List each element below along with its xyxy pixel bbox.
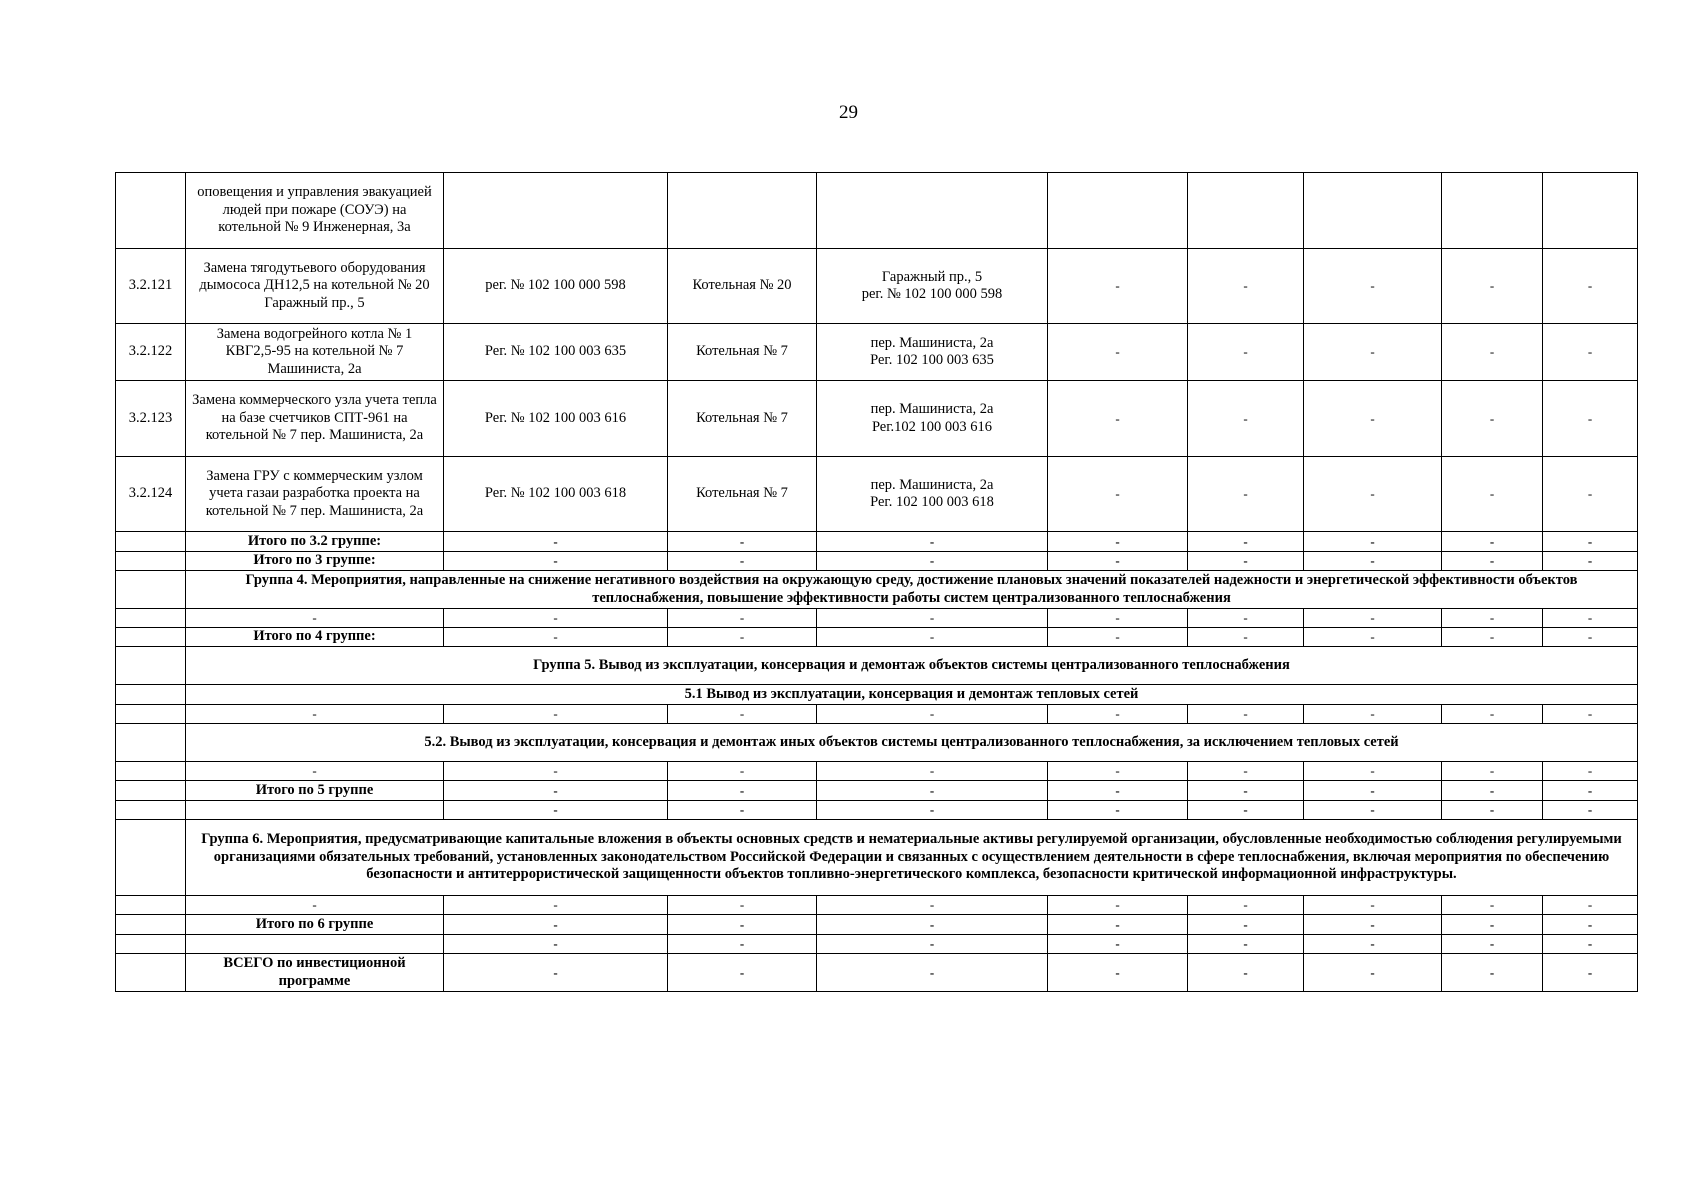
value-cell: - (1442, 762, 1543, 781)
value-cell: - (1188, 935, 1304, 954)
value-cell: - (444, 609, 668, 628)
value-cell: - (1304, 532, 1442, 552)
value-cell: - (1048, 705, 1188, 724)
subgroup-5-1-title: 5.1 Вывод из эксплуатации, консервация и демонтаж тепловых сетей (186, 685, 1638, 705)
row-number-cell (116, 173, 186, 249)
cell (186, 801, 444, 820)
value-cell: - (1543, 457, 1638, 532)
value-cell: - (1304, 628, 1442, 647)
value-cell: - (1048, 915, 1188, 935)
value-cell: - (1188, 249, 1304, 324)
cell (116, 896, 186, 915)
table-row (116, 609, 1638, 628)
value-cell: - (1188, 628, 1304, 647)
description-cell: Замена ГРУ с коммерческим узлом учета газаи разработка проекта на котельной № 7 пер. Машиниста, 2а (186, 457, 444, 532)
value-cell: - (1442, 324, 1543, 381)
value-cell: - (668, 935, 817, 954)
table-row (116, 896, 1638, 915)
value-cell: - (1442, 705, 1543, 724)
value-cell: - (1442, 609, 1543, 628)
value-cell: - (1543, 801, 1638, 820)
value-cell: - (817, 915, 1048, 935)
value-cell: - (1543, 609, 1638, 628)
value-cell: - (668, 532, 817, 552)
boiler-house-cell: Котельная № 20 (668, 249, 817, 324)
value-cell: - (1442, 381, 1543, 457)
value-cell: - (1304, 935, 1442, 954)
address-line: Гаражный пр., 5 (881, 268, 983, 285)
subtotal-label: Итого по 5 группе (186, 781, 444, 801)
value-cell: - (1304, 609, 1442, 628)
value-cell: - (1188, 457, 1304, 532)
value-cell: - (1188, 915, 1304, 935)
grand-total-label: ВСЕГО по инвестиционной программе (186, 954, 444, 992)
subtotal-row (116, 915, 1638, 935)
address-reg-line: Рег. 102 100 003 635 (870, 352, 994, 368)
address-reg-line: Рег.102 100 003 616 (871, 418, 993, 435)
subgroup-header-row (116, 724, 1638, 762)
value-cell: - (817, 954, 1048, 992)
cell (1543, 173, 1638, 249)
cell (116, 935, 186, 954)
cell (1188, 173, 1304, 249)
value-cell: - (1188, 532, 1304, 552)
value-cell: - (668, 762, 817, 781)
value-cell: - (817, 801, 1048, 820)
value-cell: - (1543, 781, 1638, 801)
cell (817, 173, 1048, 249)
value-cell: - (444, 781, 668, 801)
value-cell: - (1304, 762, 1442, 781)
subtotal-row (116, 628, 1638, 647)
value-cell: - (1543, 915, 1638, 935)
value-cell: - (817, 762, 1048, 781)
value-cell: - (1442, 552, 1543, 571)
subtotal-label: Итого по 3.2 группе: (186, 532, 444, 552)
cell (1442, 173, 1543, 249)
value-cell: - (1048, 457, 1188, 532)
value-cell: - (444, 532, 668, 552)
cell (116, 915, 186, 935)
group-header-row (116, 647, 1638, 685)
value-cell: - (444, 801, 668, 820)
value-cell: - (1188, 801, 1304, 820)
boiler-house-cell: Котельная № 7 (668, 381, 817, 457)
value-cell: - (1543, 762, 1638, 781)
cell (116, 820, 186, 896)
address-cell (817, 249, 1048, 324)
value-cell: - (444, 935, 668, 954)
value-cell: - (1188, 609, 1304, 628)
value-cell: - (1048, 552, 1188, 571)
table-row (116, 457, 1638, 532)
value-cell: - (1188, 954, 1304, 992)
description-cell: Замена водогрейного котла № 1 КВГ2,5-95 на котельной № 7 Машиниста, 2а (186, 324, 444, 381)
value-cell: - (1048, 628, 1188, 647)
value-cell: - (1442, 935, 1543, 954)
subtotal-row (116, 532, 1638, 552)
cell (116, 781, 186, 801)
value-cell: - (1543, 381, 1638, 457)
value-cell: - (1442, 896, 1543, 915)
value-cell: - (1543, 935, 1638, 954)
group-6-title: Группа 6. Мероприятия, предусматривающие капитальные вложения в объекты основных средств и нематериальные активы регулируемой организации, обусловленные необходимостью соблюдения регулируемыми организациями обязательных требований, установленных законодательством Российской Федерации и связанных с осуществлением деятельности в сфере теплоснабжения, включая мероприятия по обеспечению безопасности и антитеррористической защищенности объектов топливно-энергетического комплекса, безопасности критической информационной инфраструктуры. (186, 820, 1638, 896)
group-header-row (116, 571, 1638, 609)
value-cell: - (1304, 381, 1442, 457)
value-cell: - (817, 705, 1048, 724)
address-cell (817, 381, 1048, 457)
value-cell: - (817, 781, 1048, 801)
cell (444, 173, 668, 249)
value-cell: - (668, 552, 817, 571)
registration-cell: рег. № 102 100 000 598 (444, 249, 668, 324)
value-cell: - (444, 628, 668, 647)
value-cell: - (1304, 781, 1442, 801)
value-cell: - (1048, 532, 1188, 552)
address-cell (817, 324, 1048, 381)
cell (116, 609, 186, 628)
value-cell: - (444, 915, 668, 935)
address-cell (817, 457, 1048, 532)
value-cell: - (1188, 781, 1304, 801)
value-cell: - (1543, 896, 1638, 915)
value-cell: - (668, 705, 817, 724)
value-cell: - (817, 552, 1048, 571)
value-cell: - (1442, 532, 1543, 552)
registration-cell: Рег. № 102 100 003 618 (444, 457, 668, 532)
value-cell: - (444, 896, 668, 915)
subtotal-label: Итого по 6 группе (186, 915, 444, 935)
subgroup-header-row (116, 685, 1638, 705)
value-cell: - (1442, 457, 1543, 532)
value-cell: - (1543, 552, 1638, 571)
value-cell: - (1304, 954, 1442, 992)
address-reg-line: Рег. 102 100 003 618 (870, 494, 994, 510)
value-cell: - (444, 705, 668, 724)
cell (116, 532, 186, 552)
row-number-cell: 3.2.123 (116, 381, 186, 457)
value-cell: - (668, 628, 817, 647)
value-cell: - (1304, 552, 1442, 571)
value-cell: - (1188, 705, 1304, 724)
cell (668, 173, 817, 249)
value-cell: - (1188, 381, 1304, 457)
value-cell: - (668, 896, 817, 915)
investment-program-table (115, 172, 1638, 992)
value-cell: - (1304, 896, 1442, 915)
subgroup-5-2-title: 5.2. Вывод из эксплуатации, консервация и демонтаж иных объектов системы централизованного теплоснабжения, за исключением тепловых сетей (186, 724, 1638, 762)
value-cell: - (1442, 954, 1543, 992)
value-cell: - (1048, 896, 1188, 915)
cell (116, 685, 186, 705)
cell (116, 724, 186, 762)
cell (116, 571, 186, 609)
registration-cell: Рег. № 102 100 003 635 (444, 324, 668, 381)
table-row (116, 762, 1638, 781)
value-cell: - (1543, 532, 1638, 552)
table-row (116, 935, 1638, 954)
value-cell: - (444, 954, 668, 992)
cell (116, 552, 186, 571)
value-cell: - (1442, 781, 1543, 801)
value-cell: - (668, 915, 817, 935)
table-row (116, 381, 1638, 457)
row-number-cell: 3.2.124 (116, 457, 186, 532)
value-cell: - (1304, 915, 1442, 935)
table-row (116, 705, 1638, 724)
value-cell: - (444, 762, 668, 781)
cell (1304, 173, 1442, 249)
value-cell: - (444, 552, 668, 571)
subtotal-row (116, 781, 1638, 801)
value-cell: - (1304, 249, 1442, 324)
subtotal-label: Итого по 3 группе: (186, 552, 444, 571)
value-cell: - (668, 954, 817, 992)
table-row (116, 249, 1638, 324)
value-cell: - (186, 705, 444, 724)
cell (116, 954, 186, 992)
value-cell: - (1543, 628, 1638, 647)
value-cell: - (1304, 457, 1442, 532)
subtotal-label: Итого по 4 группе: (186, 628, 444, 647)
page-number: 29 (839, 102, 858, 123)
address-line: пер. Машиниста, 2а (870, 334, 994, 351)
group-4-title: Группа 4. Мероприятия, направленные на снижение негативного воздействия на окружающую среду, достижение плановых значений показателей надежности и энергетической эффективности объектов теплоснабжения, повышение эффективности работы систем централизованного теплоснабжения (186, 571, 1638, 609)
value-cell: - (1048, 954, 1188, 992)
value-cell: - (1188, 552, 1304, 571)
grand-total-row (116, 954, 1638, 992)
value-cell: - (1188, 896, 1304, 915)
value-cell: - (1442, 915, 1543, 935)
table-row (116, 801, 1638, 820)
boiler-house-cell: Котельная № 7 (668, 324, 817, 381)
value-cell: - (1543, 249, 1638, 324)
boiler-house-cell: Котельная № 7 (668, 457, 817, 532)
value-cell: - (1543, 324, 1638, 381)
value-cell: - (1304, 705, 1442, 724)
value-cell: - (1442, 628, 1543, 647)
subtotal-row (116, 552, 1638, 571)
value-cell: - (186, 609, 444, 628)
value-cell: - (1442, 801, 1543, 820)
cell (186, 935, 444, 954)
value-cell: - (1048, 324, 1188, 381)
registration-cell: Рег. № 102 100 003 616 (444, 381, 668, 457)
value-cell: - (1304, 324, 1442, 381)
value-cell: - (817, 532, 1048, 552)
cell (116, 647, 186, 685)
value-cell: - (1304, 801, 1442, 820)
value-cell: - (1442, 249, 1543, 324)
value-cell: - (817, 935, 1048, 954)
address-reg-line: рег. № 102 100 000 598 (861, 286, 1003, 302)
value-cell: - (1048, 781, 1188, 801)
cell (116, 628, 186, 647)
value-cell: - (1543, 705, 1638, 724)
value-cell: - (1048, 609, 1188, 628)
value-cell: - (186, 896, 444, 915)
value-cell: - (1048, 762, 1188, 781)
cell (1048, 173, 1188, 249)
group-5-title: Группа 5. Вывод из эксплуатации, консервация и демонтаж объектов системы централизованного теплоснабжения (186, 647, 1638, 685)
value-cell: - (1188, 762, 1304, 781)
description-cell: оповещения и управления эвакуацией людей при пожаре (СОУЭ) на котельной № 9 Инженерная, 3а (186, 173, 444, 249)
cell (116, 801, 186, 820)
description-cell: Замена коммерческого узла учета тепла на базе счетчиков СПТ-961 на котельной № 7 пер. Машиниста, 2а (186, 381, 444, 457)
cell (116, 705, 186, 724)
row-number-cell: 3.2.121 (116, 249, 186, 324)
value-cell: - (668, 609, 817, 628)
value-cell: - (817, 628, 1048, 647)
description-cell: Замена тягодутьевого оборудования дымососа ДН12,5 на котельной № 20 Гаражный пр., 5 (186, 249, 444, 324)
row-number-cell: 3.2.122 (116, 324, 186, 381)
value-cell: - (1188, 324, 1304, 381)
value-cell: - (1048, 801, 1188, 820)
cell (116, 762, 186, 781)
value-cell: - (817, 609, 1048, 628)
value-cell: - (1048, 935, 1188, 954)
value-cell: - (668, 801, 817, 820)
address-line: пер. Машиниста, 2а (870, 401, 994, 417)
value-cell: - (1543, 954, 1638, 992)
table-row (116, 324, 1638, 381)
value-cell: - (186, 762, 444, 781)
value-cell: - (1048, 249, 1188, 324)
value-cell: - (668, 781, 817, 801)
group-header-row (116, 820, 1638, 896)
value-cell: - (1048, 381, 1188, 457)
address-line: пер. Машиниста, 2а (870, 476, 994, 493)
table-row (116, 173, 1638, 249)
value-cell: - (817, 896, 1048, 915)
